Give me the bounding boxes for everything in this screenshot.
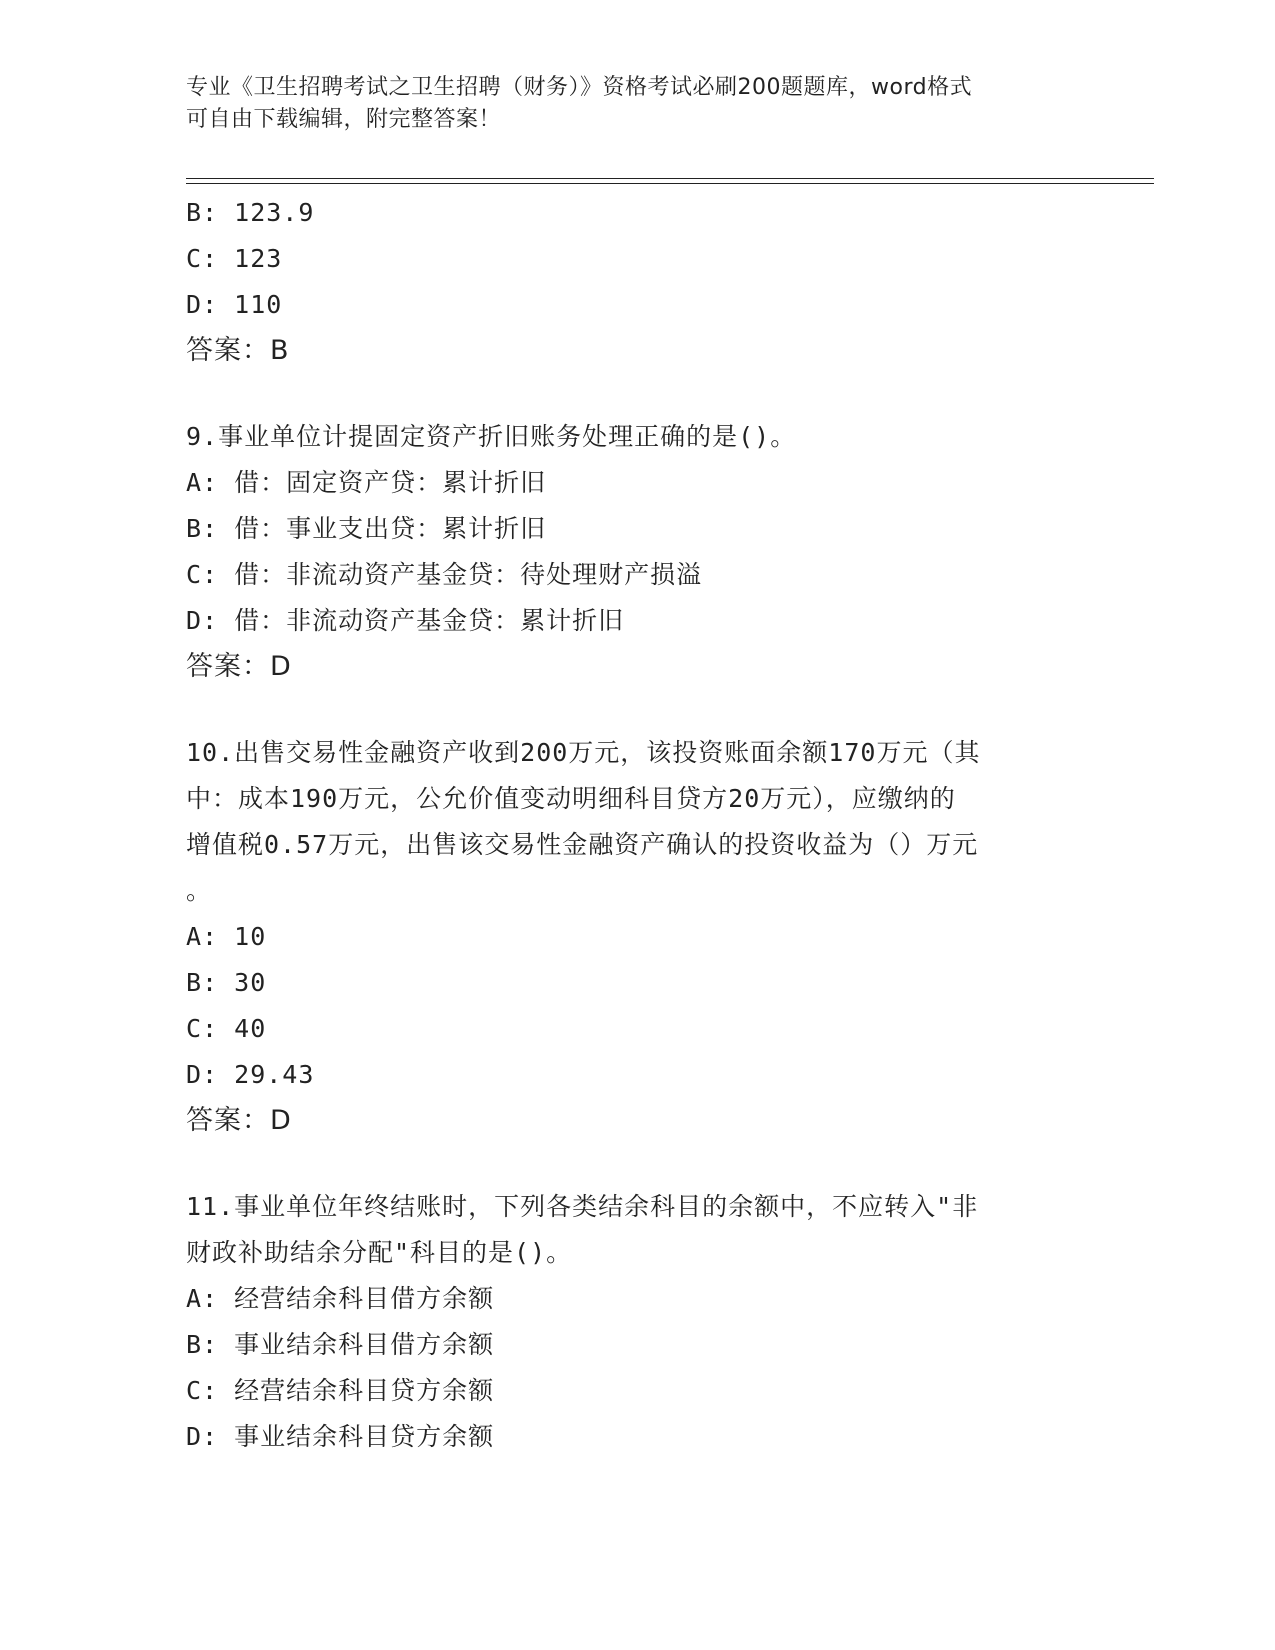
question-content bbox=[186, 190, 1086, 1460]
option-c: C: 123 bbox=[186, 244, 283, 273]
option-a: A: 10 bbox=[186, 922, 267, 951]
question-text-line-4: 。 bbox=[186, 876, 213, 905]
header-divider-top bbox=[186, 178, 1154, 179]
option-b: B: 30 bbox=[186, 968, 267, 997]
option-d: D: 事业结余科目贷方余额 bbox=[186, 1422, 495, 1451]
header-title-line-2: 可自由下载编辑，附完整答案！ bbox=[186, 107, 502, 132]
option-b: B: 123.9 bbox=[186, 198, 315, 227]
header-title-line-1: 专业《卫生招聘考试之卫生招聘（财务）》资格考试必刷200题题库，word格式 bbox=[186, 75, 973, 100]
option-c: C: 40 bbox=[186, 1014, 267, 1043]
answer-line: 答案：B bbox=[186, 335, 290, 366]
question-9-block bbox=[186, 414, 1086, 690]
question-text: 9.事业单位计提固定资产折旧账务处理正确的是()。 bbox=[186, 422, 797, 451]
option-d: D: 借：非流动资产基金贷：累计折旧 bbox=[186, 606, 625, 635]
spacer bbox=[186, 690, 1086, 730]
spacer bbox=[186, 1144, 1086, 1184]
option-c: C: 经营结余科目贷方余额 bbox=[186, 1376, 495, 1405]
document-header bbox=[186, 72, 1076, 136]
question-text-line-3: 增值税0.57万元，出售该交易性金融资产确认的投资收益为（）万元 bbox=[186, 830, 979, 859]
option-d: D: 110 bbox=[186, 290, 283, 319]
question-8-block bbox=[186, 190, 1086, 374]
question-text-line-1: 11.事业单位年终结账时，下列各类结余科目的余额中，不应转入"非 bbox=[186, 1192, 979, 1221]
spacer bbox=[186, 374, 1086, 414]
option-c: C: 借：非流动资产基金贷：待处理财产损溢 bbox=[186, 560, 703, 589]
question-text-line-2: 财政补助结余分配"科目的是()。 bbox=[186, 1238, 573, 1267]
answer-line: 答案：D bbox=[186, 651, 292, 682]
option-a: A: 经营结余科目借方余额 bbox=[186, 1284, 495, 1313]
answer-line: 答案：D bbox=[186, 1105, 292, 1136]
header-divider-bottom bbox=[186, 183, 1154, 184]
question-11-block bbox=[186, 1184, 1086, 1460]
option-d: D: 29.43 bbox=[186, 1060, 315, 1089]
option-a: A: 借：固定资产贷：累计折旧 bbox=[186, 468, 547, 497]
option-b: B: 借：事业支出贷：累计折旧 bbox=[186, 514, 547, 543]
option-b: B: 事业结余科目借方余额 bbox=[186, 1330, 495, 1359]
question-10-block bbox=[186, 730, 1086, 1144]
question-text-line-1: 10.出售交易性金融资产收到200万元，该投资账面余额170万元（其 bbox=[186, 738, 981, 767]
question-text-line-2: 中：成本190万元，公允价值变动明细科目贷方20万元），应缴纳的 bbox=[186, 784, 956, 813]
